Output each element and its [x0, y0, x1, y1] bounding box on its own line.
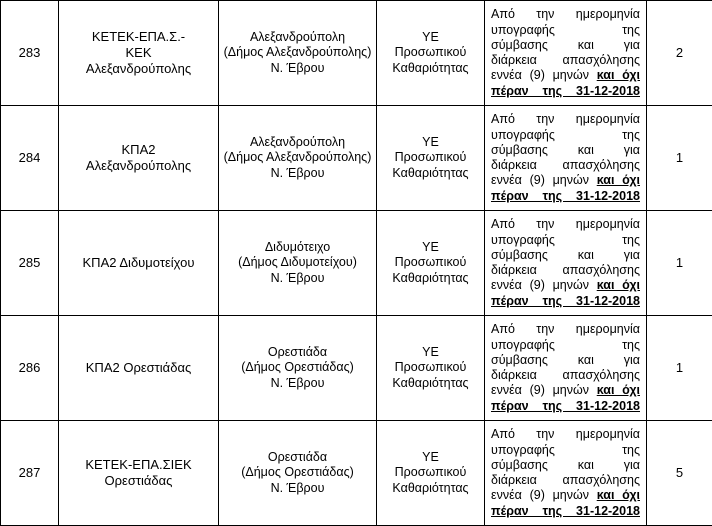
- row-place-line-1: Ορεστιάδα: [223, 345, 372, 361]
- row-unit: [59, 316, 219, 421]
- duration-line-5-plain: εννέα (9) μηνών: [491, 488, 597, 502]
- duration-line-4: διάρκεια απασχόλησης: [491, 158, 640, 173]
- row-duration: [485, 421, 647, 526]
- row-specialty-line-3: Καθαριότητας: [381, 271, 480, 287]
- duration-line-5-emphasis: και όχι: [597, 488, 640, 502]
- row-place-line-3: Ν. Έβρου: [223, 481, 372, 497]
- row-specialty-line-1: ΥΕ: [381, 135, 480, 151]
- duration-line-5-plain: εννέα (9) μηνών: [491, 68, 597, 82]
- row-place: [219, 1, 377, 106]
- row-number: 283: [1, 1, 59, 106]
- row-specialty: [377, 316, 485, 421]
- row-count: 5: [647, 421, 712, 526]
- row-duration: [485, 1, 647, 106]
- duration-line-3: σύμβασης και για: [491, 248, 640, 263]
- duration-line-6: πέραν της 31-12-2018: [491, 504, 640, 519]
- table-row: [1, 1, 712, 106]
- duration-line-5: [491, 383, 640, 398]
- row-specialty: [377, 421, 485, 526]
- row-place-line-1: Αλεξανδρούπολη: [223, 135, 372, 151]
- row-specialty: [377, 1, 485, 106]
- duration-line-1: Από την ημερομηνία: [491, 7, 640, 22]
- duration-line-1: Από την ημερομηνία: [491, 217, 640, 232]
- row-place-line-2: (Δήμος Αλεξανδρούπολης): [223, 150, 372, 166]
- duration-line-3: σύμβασης και για: [491, 143, 640, 158]
- row-specialty-line-3: Καθαριότητας: [381, 166, 480, 182]
- row-unit: [59, 106, 219, 211]
- row-place-line-3: Ν. Έβρου: [223, 376, 372, 392]
- row-count: 1: [647, 211, 712, 316]
- row-number: 286: [1, 316, 59, 421]
- row-specialty-line-1: ΥΕ: [381, 450, 480, 466]
- row-count: 1: [647, 316, 712, 421]
- duration-line-5: [491, 278, 640, 293]
- row-count: 2: [647, 1, 712, 106]
- row-specialty: [377, 106, 485, 211]
- row-place-line-1: Αλεξανδρούπολη: [223, 30, 372, 46]
- row-unit-line-1: ΚΕΤΕΚ-ΕΠΑ.ΣΙΕΚ: [63, 457, 214, 473]
- row-specialty-line-1: ΥΕ: [381, 30, 480, 46]
- row-unit-line-2: Αλεξανδρούπολης: [63, 158, 214, 174]
- duration-line-5-plain: εννέα (9) μηνών: [491, 173, 597, 187]
- duration-line-6: πέραν της 31-12-2018: [491, 189, 640, 204]
- row-place: [219, 211, 377, 316]
- row-unit-line-2: Ορεστιάδας: [63, 473, 214, 489]
- row-unit: [59, 1, 219, 106]
- row-number: 284: [1, 106, 59, 211]
- row-specialty: [377, 211, 485, 316]
- row-unit-line-1: ΚΕΤΕΚ-ΕΠΑ.Σ.-: [63, 29, 214, 45]
- duration-line-5: [491, 488, 640, 503]
- duration-line-3: σύμβασης και για: [491, 458, 640, 473]
- duration-line-4: διάρκεια απασχόλησης: [491, 473, 640, 488]
- duration-line-5: [491, 173, 640, 188]
- row-unit: [59, 211, 219, 316]
- table-row: [1, 106, 712, 211]
- row-unit-line-1: ΚΠΑ2 Διδυμοτείχου: [63, 255, 214, 271]
- row-unit: [59, 421, 219, 526]
- row-specialty-line-3: Καθαριότητας: [381, 481, 480, 497]
- duration-line-2: υπογραφής της: [491, 443, 640, 458]
- duration-line-2: υπογραφής της: [491, 233, 640, 248]
- duration-line-6: πέραν της 31-12-2018: [491, 399, 640, 414]
- duration-line-3: σύμβασης και για: [491, 38, 640, 53]
- row-specialty-line-2: Προσωπικού: [381, 255, 480, 271]
- row-place-line-3: Ν. Έβρου: [223, 61, 372, 77]
- row-place-line-3: Ν. Έβρου: [223, 271, 372, 287]
- row-place-line-1: Ορεστιάδα: [223, 450, 372, 466]
- row-specialty-line-2: Προσωπικού: [381, 465, 480, 481]
- duration-line-2: υπογραφής της: [491, 128, 640, 143]
- row-place-line-3: Ν. Έβρου: [223, 166, 372, 182]
- duration-line-5-emphasis: και όχι: [597, 278, 640, 292]
- duration-line-1: Από την ημερομηνία: [491, 112, 640, 127]
- row-place: [219, 316, 377, 421]
- row-specialty-line-2: Προσωπικού: [381, 45, 480, 61]
- row-unit-line-3: Αλεξανδρούπολης: [63, 61, 214, 77]
- duration-line-6: πέραν της 31-12-2018: [491, 84, 640, 99]
- duration-line-1: Από την ημερομηνία: [491, 322, 640, 337]
- table-row: [1, 211, 712, 316]
- row-place-line-2: (Δήμος Αλεξανδρούπολης): [223, 45, 372, 61]
- duration-line-5: [491, 68, 640, 83]
- duration-line-5-emphasis: και όχι: [597, 68, 640, 82]
- row-unit-line-1: ΚΠΑ2: [63, 142, 214, 158]
- row-specialty-line-2: Προσωπικού: [381, 150, 480, 166]
- row-number: 287: [1, 421, 59, 526]
- row-duration: [485, 106, 647, 211]
- duration-line-6: πέραν της 31-12-2018: [491, 294, 640, 309]
- row-duration: [485, 316, 647, 421]
- table-row: [1, 316, 712, 421]
- row-place: [219, 421, 377, 526]
- duration-line-1: Από την ημερομηνία: [491, 427, 640, 442]
- duration-line-4: διάρκεια απασχόλησης: [491, 368, 640, 383]
- duration-line-5-plain: εννέα (9) μηνών: [491, 383, 597, 397]
- duration-line-5-emphasis: και όχι: [597, 383, 640, 397]
- row-specialty-line-1: ΥΕ: [381, 345, 480, 361]
- row-specialty-line-3: Καθαριότητας: [381, 376, 480, 392]
- table-row: [1, 421, 712, 526]
- row-duration: [485, 211, 647, 316]
- row-place-line-2: (Δήμος Ορεστιάδας): [223, 465, 372, 481]
- row-number: 285: [1, 211, 59, 316]
- duration-line-3: σύμβασης και για: [491, 353, 640, 368]
- duration-line-2: υπογραφής της: [491, 338, 640, 353]
- row-count: 1: [647, 106, 712, 211]
- row-unit-line-2: ΚΕΚ: [63, 45, 214, 61]
- row-unit-line-1: ΚΠΑ2 Ορεστιάδας: [63, 360, 214, 376]
- row-specialty-line-2: Προσωπικού: [381, 360, 480, 376]
- row-place-line-2: (Δήμος Διδυμοτείχου): [223, 255, 372, 271]
- duration-line-4: διάρκεια απασχόλησης: [491, 53, 640, 68]
- duration-line-4: διάρκεια απασχόλησης: [491, 263, 640, 278]
- duration-line-5-emphasis: και όχι: [597, 173, 640, 187]
- row-place-line-1: Διδυμότειχο: [223, 240, 372, 256]
- row-specialty-line-3: Καθαριότητας: [381, 61, 480, 77]
- row-place: [219, 106, 377, 211]
- row-specialty-line-1: ΥΕ: [381, 240, 480, 256]
- duration-line-5-plain: εννέα (9) μηνών: [491, 278, 597, 292]
- row-place-line-2: (Δήμος Ορεστιάδας): [223, 360, 372, 376]
- duration-line-2: υπογραφής της: [491, 23, 640, 38]
